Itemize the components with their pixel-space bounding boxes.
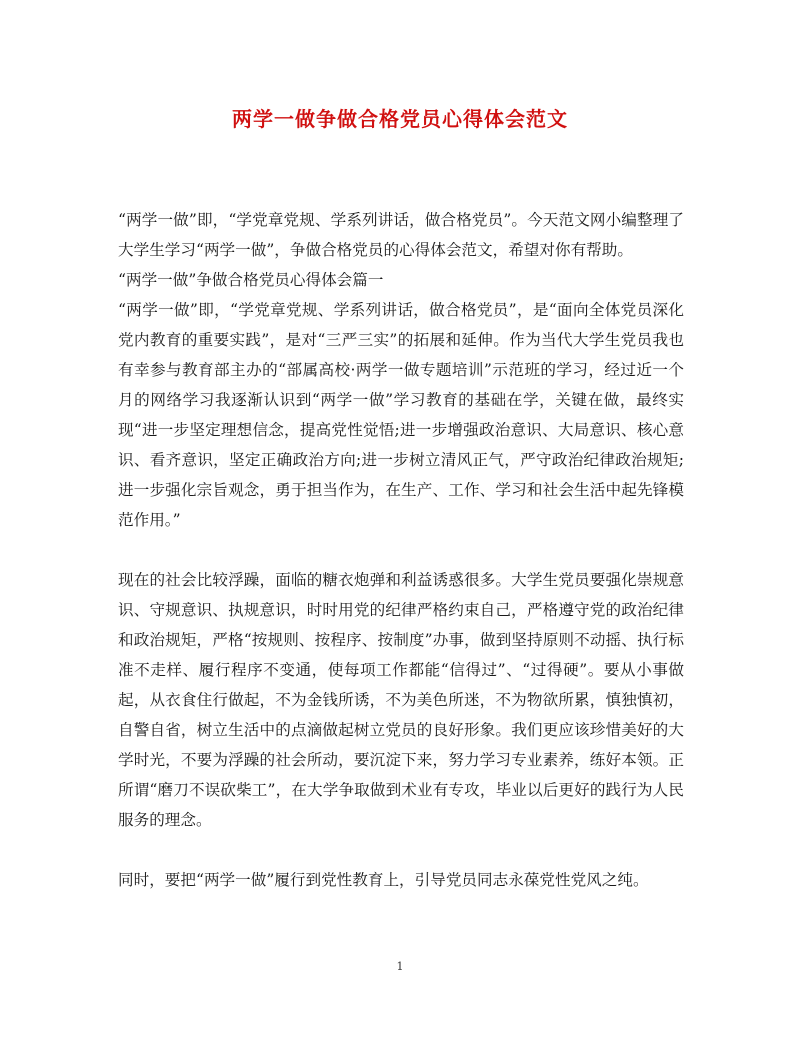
document-body	[118, 205, 684, 895]
paragraph-gap	[118, 835, 684, 865]
paragraph-2: 现在的社会比较浮躁，面临的糖衣炮弹和利益诱惑很多。大学生党员要强化崇规意识、守规意识、执规意识，时时用党的纪律严格约束自己，严格遵守党的政治纪律和政治规矩，严格“按规则、按程序、按制度”办事，做到坚持原则不动摇、执行标准不走样、履行程序不变通，使每项工作都能“信得过”、“过得硬”。要从小事做起，从衣食住行做起，不为金钱所诱，不为美色所迷，不为物欲所累，慎独慎初，自警自省，树立生活中的点滴做起树立党员的良好形象。我们更应该珍惜美好的大学时光，不要为浮躁的社会所动，要沉淀下来，努力学习专业素养，练好本领。正所谓“磨刀不误砍柴工”，在大学争取做到术业有专攻，毕业以后更好的践行为人民服务的理念。	[118, 571, 684, 829]
paragraph-3: 同时，要把“两学一做”履行到党性教育上，引导党员同志永葆党性党风之纯。	[118, 871, 649, 889]
paragraph-gap	[118, 535, 684, 565]
document-title: 两学一做争做合格党员心得体会范文	[232, 107, 568, 131]
paragraph-intro: “两学一做”即，“学党章党规、学系列讲话，做合格党员”。今天范文网小编整理了大学生学习“两学一做”，争做合格党员的心得体会范文，希望对你有帮助。	[118, 211, 684, 259]
paragraph-1: “两学一做”即，“学党章党规、学系列讲话，做合格党员”，是“面向全体党员深化党内教育的重要实践”，是对“三严三实”的拓展和延伸。作为当代大学生党员我也有幸参与教育部主办的“部属高校·两学一做专题培训”示范班的学习，经过近一个月的网络学习我逐渐认识到“两学一做”学习教育的基础在学，关键在做，最终实现“进一步坚定理想信念，提高党性觉悟;进一步增强政治意识、大局意识、核心意识、看齐意识，坚定正确政治方向;进一步树立清风正气，严守政治纪律政治规矩;进一步强化宗旨观念，勇于担当作为，在生产、工作、学习和社会生活中起先锋模范作用。”	[118, 301, 684, 529]
section-heading: “两学一做”争做合格党员心得体会篇一	[118, 271, 384, 289]
page-number: 1	[396, 960, 404, 973]
